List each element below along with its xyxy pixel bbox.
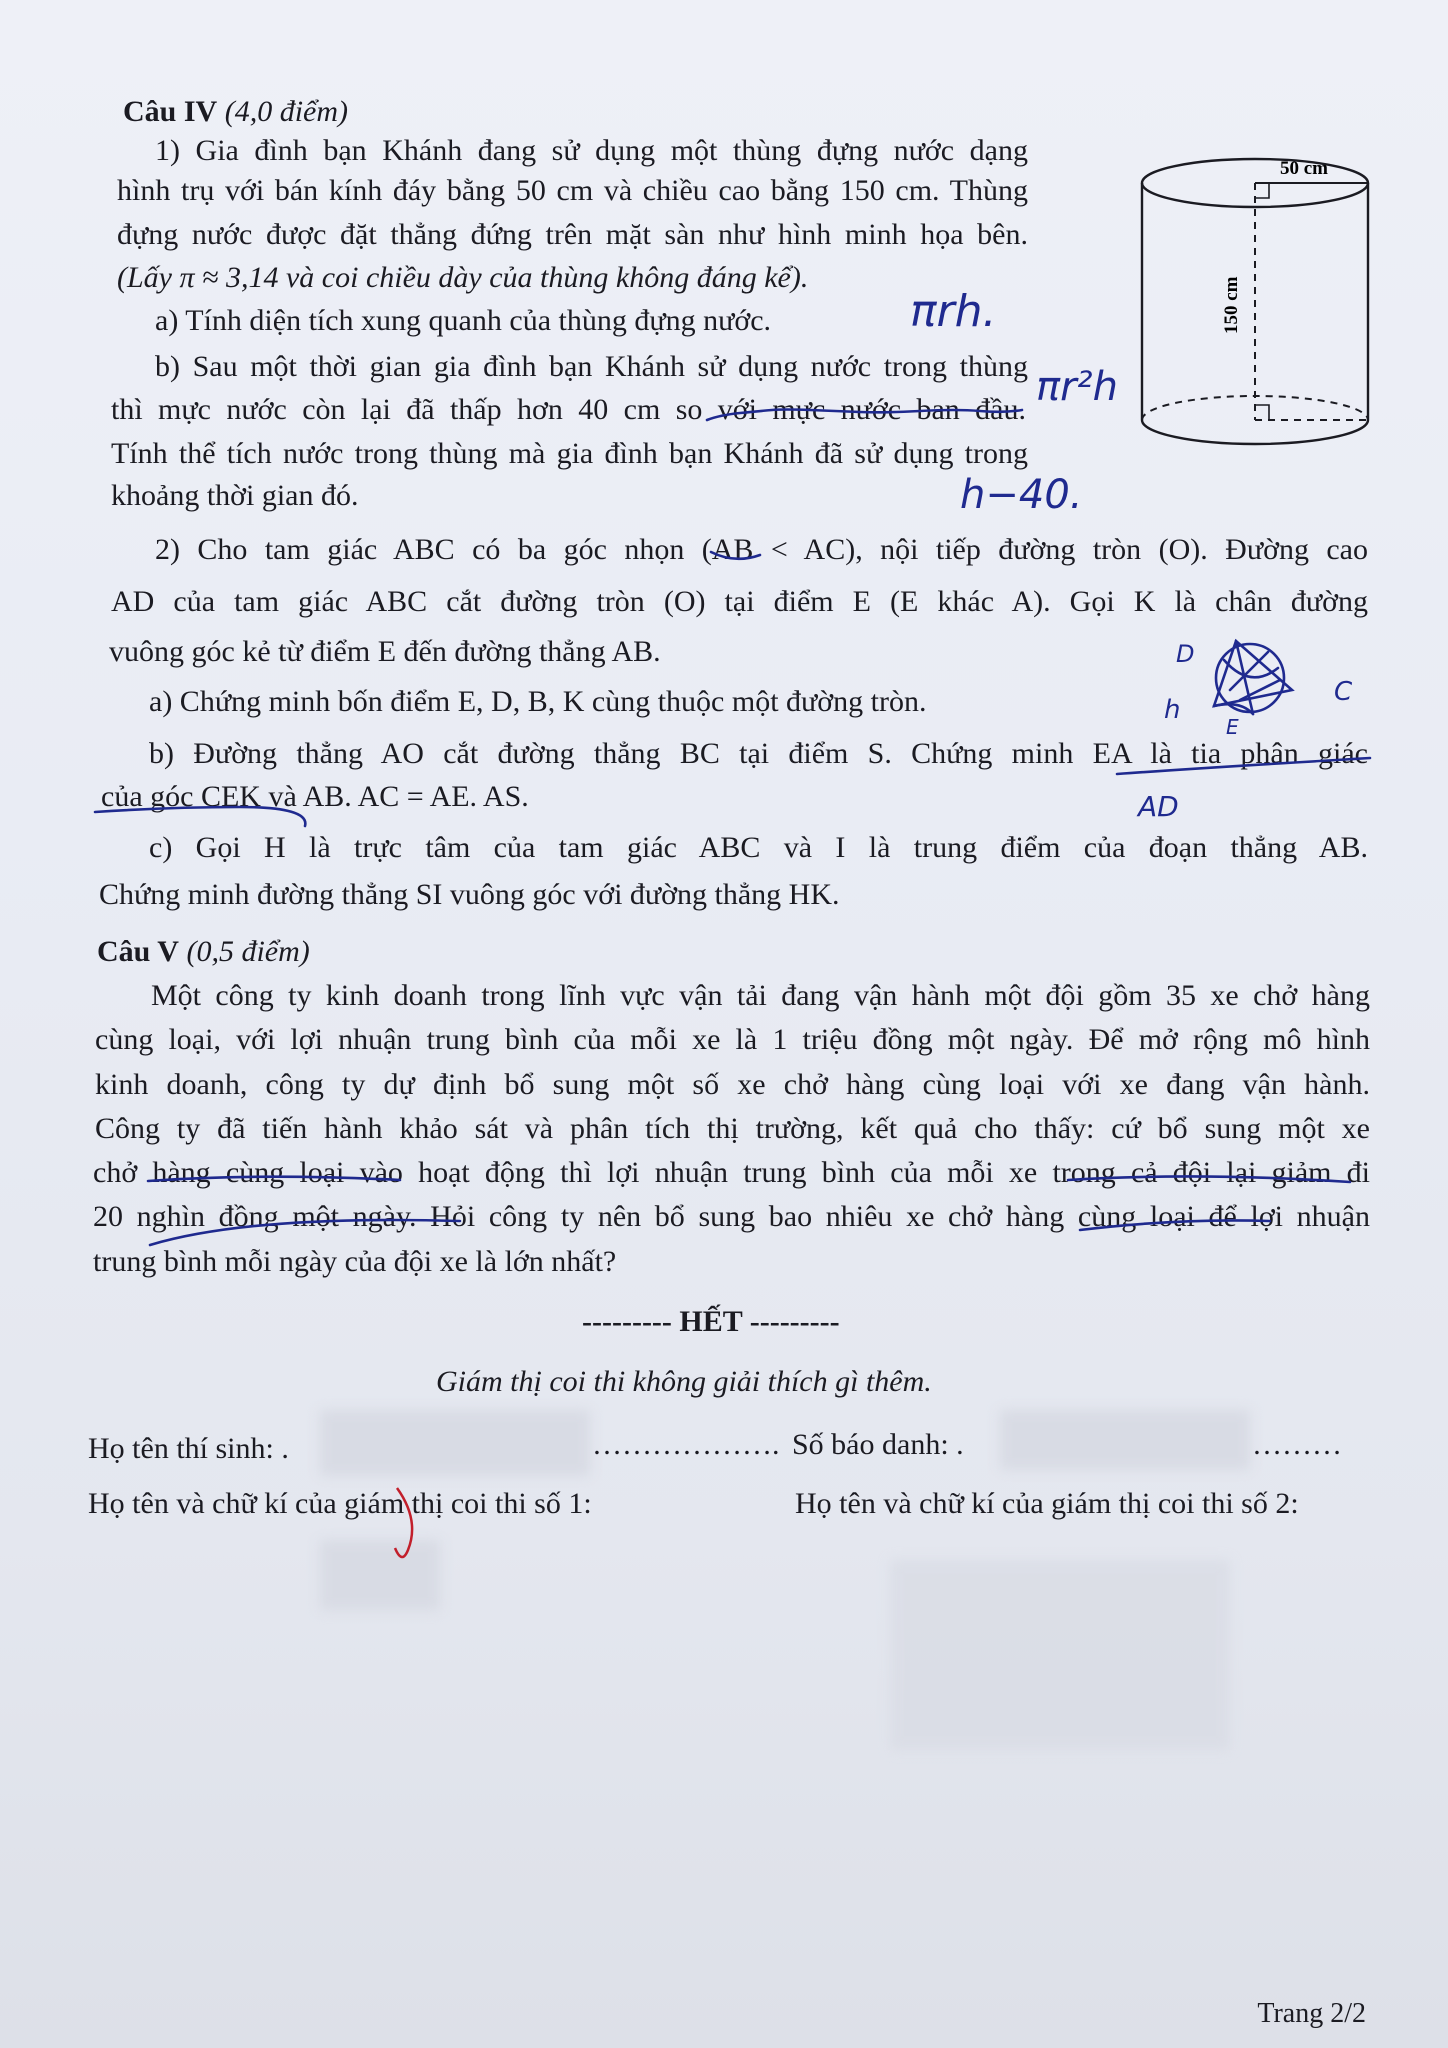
page-number: Trang 2/2 [1257, 1998, 1366, 2029]
q4-p2-line3: vuông góc kẻ từ điểm E đến đường thẳng AB. [109, 635, 661, 668]
underline-b2 [707, 410, 1022, 421]
note-pi-r-h: πrh. [910, 286, 997, 337]
note-e: E [1226, 715, 1239, 739]
radius-label: 50 cm [1280, 158, 1329, 179]
q5-line4: Công ty đã tiến hành khảo sát và phân tích thị trường, kết quả cho thấy: cứ bổ sung một xe [95, 1112, 1370, 1145]
q4-p2-a: a) Chứng minh bốn điểm E, D, B, K cùng thuộc một đường tròn. [149, 685, 927, 718]
q4-p1-b-line4: khoảng thời gian đó. [111, 479, 359, 512]
q4-p2-c-line1: c) Gọi H là trực tâm của tam giác ABC và I là trung điểm của đoạn thẳng AB. [149, 831, 1368, 864]
q4-p1-b-line2: thì mực nước còn lại đã thấp hơn 40 cm so với mực nước ban đầu. [111, 393, 1026, 426]
q4-p1-line4: (Lấy π ≈ 3,14 và coi chiều dày của thùng không đáng kể). [117, 261, 809, 294]
underline-ab-ac [711, 552, 760, 559]
note-d: D [1176, 640, 1195, 668]
candidate-number-dots: ……… [1252, 1428, 1342, 1461]
q5-line2: cùng loại, với lợi nhuận trung bình của mỗi xe là 1 triệu đồng một ngày. Để mở rộng mô hình [95, 1023, 1370, 1056]
candidate-number-label: Số báo danh: . [792, 1428, 964, 1461]
sketch-triangle [1214, 641, 1292, 706]
invigilator-1-label: Họ tên và chữ kí của giám thị coi thi số 1: [88, 1487, 592, 1520]
q5-line6: 20 nghìn đồng một ngày. Hỏi công ty nên bổ sung bao nhiêu xe chở hàng cùng loại để lợi nhuận [93, 1200, 1370, 1233]
invigilator-2-label: Họ tên và chữ kí của giám thị coi thi số 2: [795, 1487, 1299, 1520]
underline-q5-a [148, 1177, 400, 1181]
q4-p1-b-line1: b) Sau một thời gian gia đình bạn Khánh sử dụng nước trong thùng [155, 350, 1028, 383]
q4-p2-line1: 2) Cho tam giác ABC có ba góc nhọn (AB < AC), nội tiếp đường tròn (O). Đường cao [155, 533, 1368, 566]
q4-p1-line2: hình trụ với bán kính đáy bằng 50 cm và chiều cao bằng 150 cm. Thùng [117, 174, 1028, 207]
q4-heading: Câu IV (4,0 điểm) [123, 95, 348, 128]
q4-p1-a: a) Tính diện tích xung quanh của thùng đựng nước. [155, 304, 772, 337]
underline-q5-b [1068, 1176, 1350, 1182]
note-c: C [1334, 677, 1353, 707]
underline-b-line2 [95, 807, 305, 826]
red-mark [395, 1488, 412, 1557]
note-pi-r2-h: πr²h [1036, 364, 1118, 410]
candidate-name-label: Họ tên thí sinh: . [88, 1432, 289, 1465]
note-h: h [1164, 695, 1181, 725]
q5-heading: Câu V (0,5 điểm) [97, 935, 310, 968]
q5-line5: chở hàng cùng loại vào hoạt động thì lợi nhuận trung bình của mỗi xe trong cả đội lại giảm đi [93, 1156, 1370, 1189]
underline-b-line1 [1117, 758, 1370, 774]
q4-p2-c-line2: Chứng minh đường thẳng SI vuông góc với đường thẳng HK. [99, 878, 840, 911]
q5-line3: kinh doanh, công ty dự định bổ sung một số xe chở hàng cùng loại với xe đang vận hành. [95, 1068, 1370, 1101]
q5-line7: trung bình mỗi ngày của đội xe là lớn nhất? [93, 1245, 617, 1278]
end-mark: --------- HẾT --------- [582, 1305, 840, 1338]
q4-p2-b-line1: b) Đường thẳng AO cắt đường thẳng BC tại điểm S. Chứng minh EA là tia phân giác [149, 737, 1368, 770]
q4-p2-b-line2: của góc CEK và AB. AC = AE. AS. [101, 780, 529, 813]
q4-p1-line3: đựng nước được đặt thẳng đứng trên mặt sàn như hình minh họa bên. [117, 218, 1028, 251]
candidate-name-dots: ………………. [592, 1428, 780, 1461]
note-h-minus-40: h−40. [960, 472, 1083, 518]
q4-p1-b-line3: Tính thể tích nước trong thùng mà gia đình bạn Khánh đã sử dụng trong [111, 437, 1028, 470]
note-ad: AD [1138, 790, 1179, 823]
underline-q5-c [150, 1220, 460, 1245]
invigilator-note: Giám thị coi thi không giải thích gì thêm. [436, 1365, 932, 1398]
underline-q5-d [1080, 1220, 1270, 1230]
q5-line1: Một công ty kinh doanh trong lĩnh vực vận tải đang vận hành một đội gồm 35 xe chở hàng [151, 979, 1370, 1012]
height-label: 150 cm [1221, 276, 1242, 334]
q4-p2-line2: AD của tam giác ABC cắt đường tròn (O) tại điểm E (E khác A). Gọi K là chân đường [111, 585, 1368, 618]
q4-p1-line1: 1) Gia đình bạn Khánh đang sử dụng một thùng đựng nước dạng [155, 134, 1028, 167]
